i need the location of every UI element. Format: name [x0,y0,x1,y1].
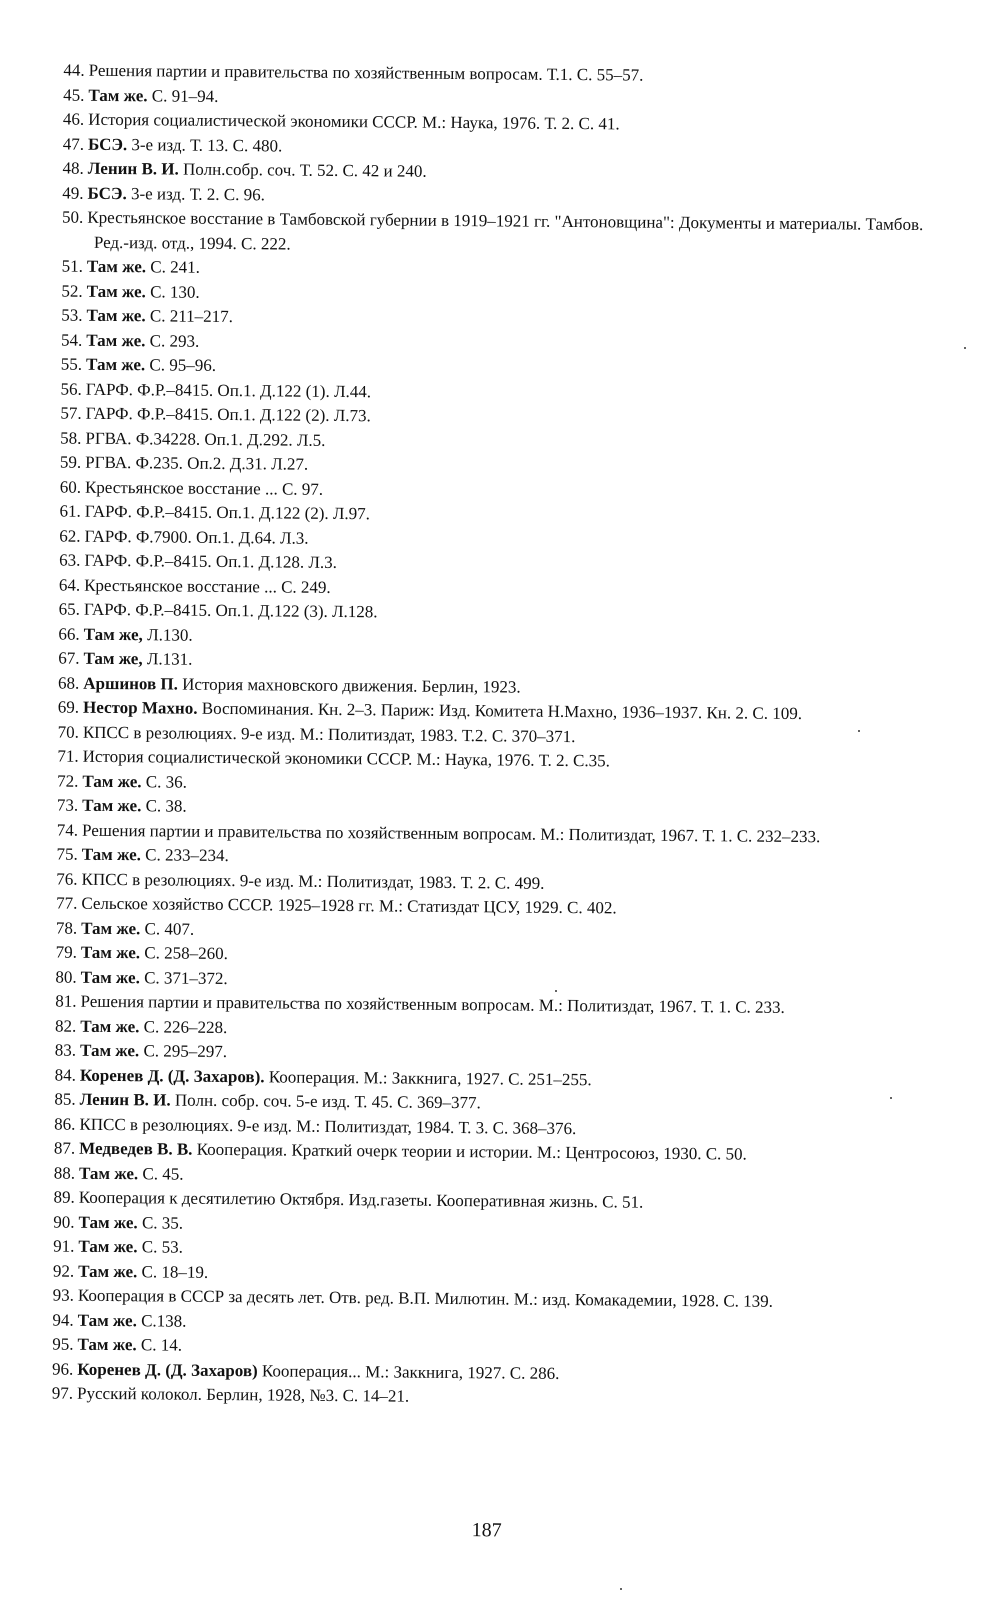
endnote-text: С. 241. [146,257,201,277]
endnote-number: 47. [62,134,85,154]
endnote-number: 45. [63,85,85,105]
scan-speck [620,1588,622,1590]
endnote-text: С. 226–228. [139,1016,228,1037]
endnote-number: 62. [59,526,81,546]
endnote-text: С. 211–217. [145,306,233,327]
endnote-number: 56. [60,379,82,399]
endnote-text: С. 35. [137,1212,184,1233]
endnote-author: Там же. [80,942,141,963]
endnote-number: 61. [59,501,81,521]
scan-speck [555,990,557,992]
endnote-number: 54. [60,330,83,350]
endnote-text: Л.131. [142,649,193,669]
endnote-text: ГАРФ. Ф.Р.–8415. Оп.1. Д.122 (2). Л.97. [84,501,371,524]
endnote-number: 51. [61,256,84,276]
endnote-text: С. 371–372. [139,967,228,988]
endnote-number: 92. [52,1261,75,1281]
endnotes-list [0,58,1004,1414]
scan-speck [858,730,860,732]
endnote-text: С. 14. [136,1335,183,1355]
endnote-text: ГАРФ. Ф.7900. Оп.1. Д.64. Л.3. [84,526,309,548]
page-number: 187 [471,1519,502,1542]
endnote-author: Там же. [78,1261,138,1281]
endnote-text: Крестьянское восстание в Тамбовской губернии в 1919–1921 гг. "Антоновщина": Документы и материалы. Тамбов. Ред.-изд. отд., 1994. С. 222. [87,207,924,254]
endnote-number: 93. [52,1285,75,1305]
endnote-text: Кооперация... М.: Заккнига, 1927. С. 286. [257,1360,560,1383]
endnote-author: Там же. [82,795,142,816]
endnote-text: Кооперация. Краткий очерк теории и истории. М.: Центросоюз, 1930. С. 50. [192,1139,747,1164]
endnote-text: С. 18–19. [137,1261,209,1282]
endnote-author: Там же, [83,624,143,644]
endnote-text: КПСС в резолюциях. 9-е изд. М.: Политиздат, 1983. Т. 2. С. 499. [81,869,545,893]
endnote-text: КПСС в резолюциях. 9-е изд. М.: Политиздат, 1984. Т. 3. С. 368–376. [79,1114,577,1138]
endnote-text: Полн. собр. соч. 5-е изд. Т. 45. С. 369–377. [170,1090,481,1113]
endnote-number: 70. [57,722,79,742]
endnote-author: БСЭ. [87,183,127,203]
endnote-author: Коренев Д. (Д. Захаров). [79,1065,265,1086]
endnote-number: 55. [60,354,83,374]
endnote-number: 60. [59,477,82,497]
endnote-author: Медведев В. В. [79,1138,193,1159]
endnote-number: 89. [53,1187,75,1207]
endnote-number: 97. [51,1383,74,1403]
endnote-number: 50. [62,207,84,227]
endnote-number: 87. [53,1138,76,1158]
endnote-text: С. 130. [145,281,200,302]
endnote-text: Воспоминания. Кн. 2–3. Париж: Изд. Комитета Н.Махно, 1936–1937. Кн. 2. С. 109. [197,698,803,724]
endnote-author: Там же. [86,330,146,350]
endnote-number: 80. [55,967,77,987]
endnote-author: Там же. [78,1163,139,1183]
endnote-number: 53. [61,305,83,325]
endnote-author: Там же. [78,1236,138,1257]
endnote-author: Там же. [80,1016,140,1036]
endnote-author: Там же. [86,256,147,277]
endnote-text: ГАРФ. Ф.Р.–8415. Оп.1. Д.122 (2). Л.73. [85,403,371,426]
endnote-number: 88. [53,1163,76,1183]
endnote-text: ГАРФ. Ф.Р.–8415. Оп.1. Д.122 (1). Л.44. [85,379,372,401]
endnote-text: ГАРФ. Ф.Р.–8415. Оп.1. Д.122 (3). Л.128. [83,599,378,622]
endnote-text: Решения партии и правительства по хозяйственным вопросам. Т.1. С. 55–57. [88,60,644,85]
endnote-number: 85. [54,1089,76,1109]
endnote-author: Там же. [86,305,146,326]
endnote-number: 83. [54,1040,77,1060]
endnote-text: КПСС в резолюциях. 9-е изд. М.: Политиздат, 1983. Т.2. С. 370–371. [82,722,576,746]
endnote-text: Полн.собр. соч. Т. 52. С. 42 и 240. [178,159,427,181]
endnote-text: История социалистической экономики СССР. М.: Наука, 1976. Т. 2. С.35. [82,746,610,771]
endnote-text: РГВА. Ф.34228. Оп.1. Д.292. Л.5. [85,428,326,450]
endnote-number: 90. [53,1212,75,1232]
endnote-author: Там же. [88,85,148,105]
endnote-text: С.138. [136,1310,187,1331]
endnote-author: Ленин В. И. [79,1089,171,1110]
endnote-text: С. 233–234. [140,845,229,866]
endnote-text: Кооперация. М.: Заккнига, 1927. С. 251–255. [264,1066,592,1089]
endnote-number: 74. [56,820,79,840]
endnote-number: 69. [57,697,80,717]
endnote-text: Решения партии и правительства по хозяйственным вопросам. М.: Политиздат, 1967. Т. 1. С. 233. [80,991,785,1017]
endnote-number: 79. [55,942,78,962]
endnote-text: С. 36. [141,771,188,792]
endnote-author: Коренев Д. (Д. Захаров) [77,1359,258,1380]
endnote-text: С. 53. [137,1237,183,1257]
endnote-text: С. 258–260. [140,943,229,964]
endnote-text: Решения партии и правительства по хозяйственным вопросам. М.: Политиздат, 1967. Т. 1. С. 232–233. [81,820,821,846]
scan-speck [964,347,966,349]
endnote-text: С. 91–94. [147,85,219,106]
endnote-author: Там же. [80,1040,140,1061]
endnote-number: 94. [52,1310,74,1330]
endnote-number: 95. [52,1334,74,1354]
endnote-number: 64. [58,575,81,595]
endnote-text: История социалистической экономики СССР. М.: Наука, 1976. Т. 2. С. 41. [88,109,620,134]
endnote-text: Крестьянское восстание ... С. 97. [84,477,324,499]
endnote-text: С. 38. [141,796,187,816]
endnote-author: Ленин В. И. [87,158,179,179]
endnote-number: 68. [57,673,80,693]
endnote-author: Там же, [83,648,143,669]
endnote-number: 96. [51,1359,74,1379]
endnote-author: Нестор Махно. [82,697,198,718]
endnote-number: 49. [62,183,84,203]
endnote-number: 77. [56,893,78,913]
endnote-text: Русский колокол. Берлин, 1928, №3. С. 14–21. [77,1383,410,1406]
endnote-text: ГАРФ. Ф.Р.–8415. Оп.1. Д.128. Л.3. [84,550,338,572]
endnote-author: БСЭ. [87,134,128,154]
endnote-author: Там же. [81,844,142,865]
endnote-number: 86. [54,1114,76,1134]
endnote-text: Крестьянское восстание ... С. 249. [84,575,331,597]
endnote-number: 91. [53,1236,75,1256]
endnote-text: РГВА. Ф.235. Оп.2. Д.31. Л.27. [85,452,309,474]
endnote-number: 58. [60,428,82,448]
endnote-text: С. 293. [145,330,200,351]
endnote-text: С. 407. [140,918,195,939]
endnote-number: 46. [62,109,85,129]
endnote-author: Там же. [85,354,146,375]
endnote-author: Там же. [82,771,142,791]
endnote-number: 59. [59,452,82,472]
endnote-number: 72. [57,771,79,791]
endnote-number: 71. [57,746,79,766]
endnote-author: Там же. [77,1334,137,1355]
endnote-number: 44. [63,60,85,80]
endnote-text: С. 95–96. [145,355,217,375]
endnote-number: 81. [55,991,77,1011]
endnote-text: Сельское хозяйство СССР. 1925–1928 гг. М.: Статиздат ЦСУ, 1929. С. 402. [81,893,617,918]
endnote-number: 67. [58,648,80,668]
endnote-text: Л.130. [142,624,193,645]
endnote-author: Там же. [77,1310,137,1330]
endnote-number: 76. [56,869,78,889]
endnote-number: 73. [56,795,79,815]
endnote-text: С. 45. [138,1163,184,1184]
endnote-number: 82. [54,1016,77,1036]
endnote-number: 65. [58,599,81,619]
endnote-text: 3-е изд. Т. 13. С. 480. [127,134,283,155]
endnote-number: 48. [62,158,84,178]
endnote-number: 78. [55,918,78,938]
endnote-author: Аршинов П. [83,673,179,694]
endnote-number: 63. [59,550,81,570]
scan-speck [890,1097,892,1099]
endnote-item [0,205,1003,263]
endnote-number: 57. [60,403,82,423]
endnote-author: Там же. [81,918,141,938]
endnote-number: 84. [54,1065,76,1085]
endnote-text: С. 295–297. [139,1041,228,1062]
endnote-text: История махновского движения. Берлин, 1923. [177,674,521,697]
endnote-number: 66. [58,624,80,644]
endnote-author: Там же. [86,281,146,301]
endnote-number: 52. [61,281,83,301]
endnote-text: Кооперация к десятилетию Октября. Изд.газеты. Кооперативная жизнь. С. 51. [78,1187,644,1212]
endnote-text: 3-е изд. Т. 2. С. 96. [126,183,265,204]
endnote-author: Там же. [78,1212,138,1232]
endnote-number: 75. [56,844,78,864]
endnote-author: Там же. [80,967,140,987]
endnote-text: Кооперация в СССР за десять лет. Отв. ред. В.П. Милютин. М.: изд. Комакадемии, 1928. С. 139. [77,1285,774,1311]
